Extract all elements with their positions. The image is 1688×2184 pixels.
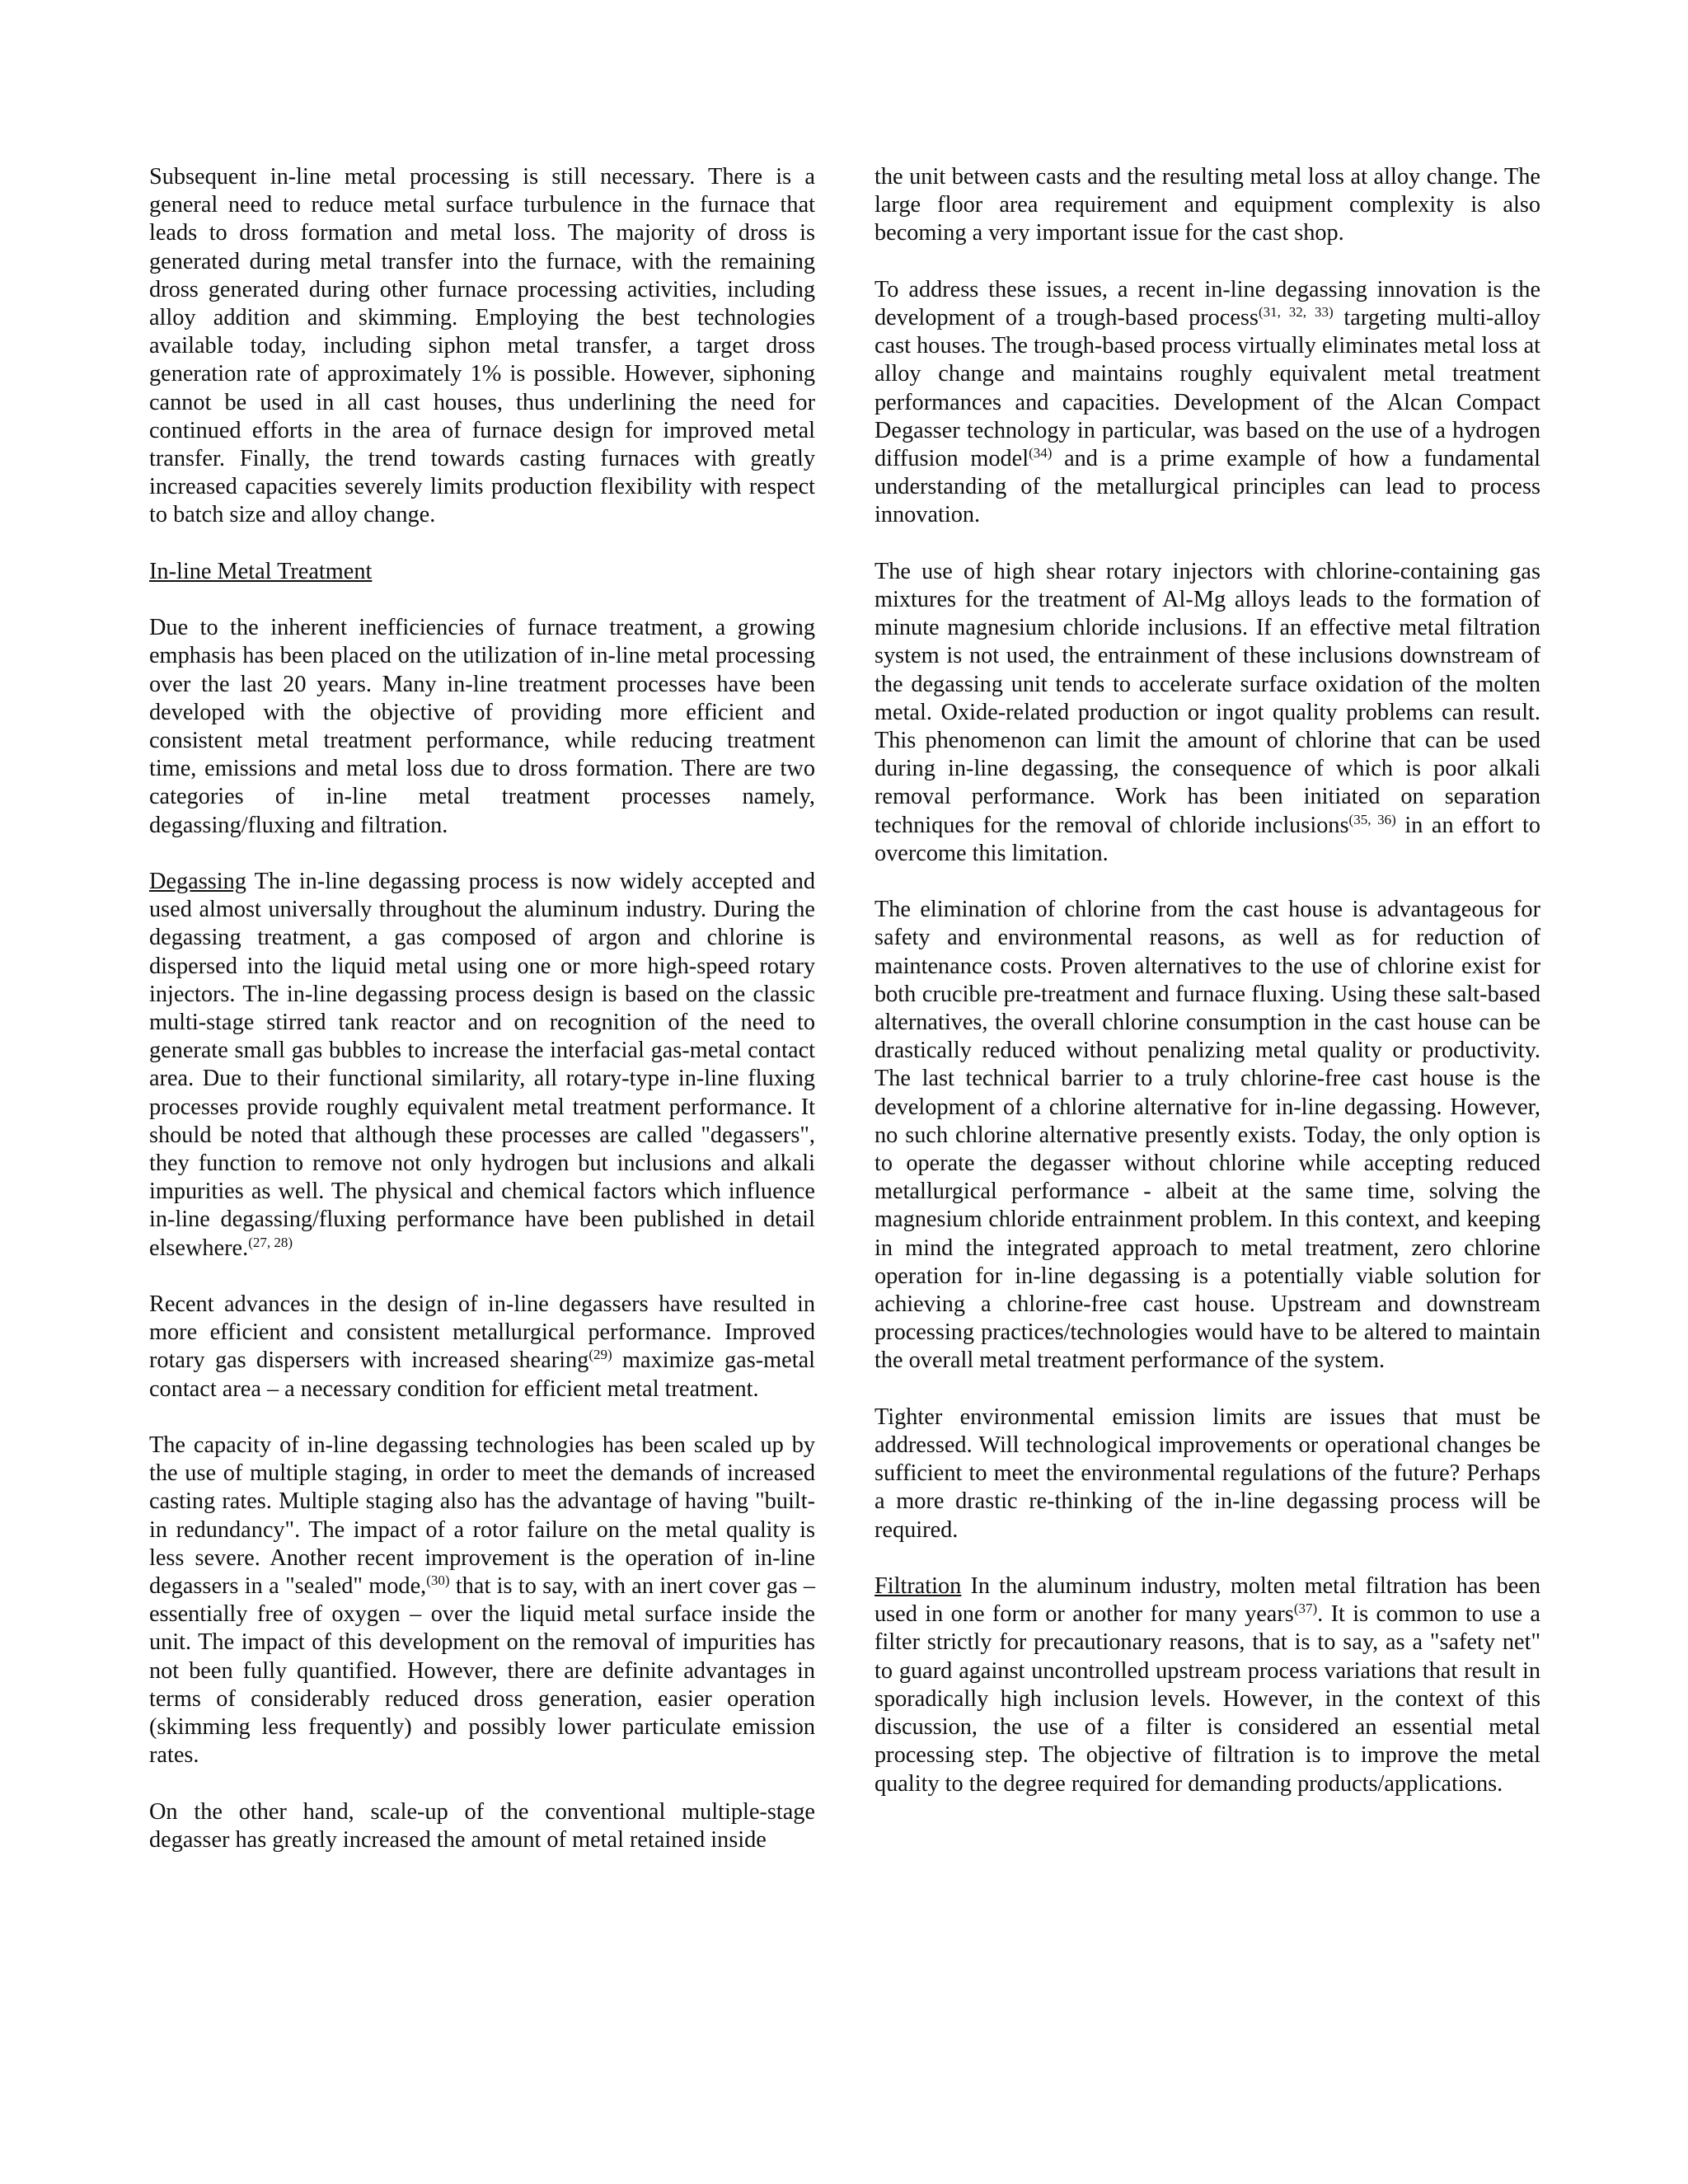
paragraph-recent-advances <box>149 1291 815 1404</box>
citation-ref: (35, 36) <box>1348 811 1396 827</box>
section-heading-inline-metal-treatment <box>149 558 815 586</box>
paragraph-degassing <box>149 868 815 1263</box>
paragraph-text: Recent advances in the design of in-line degassers have resulted in more efficient and consistent metallurgical performance. Improved rotary gas dispersers with increased shearing <box>149 1291 815 1374</box>
paragraph-emission-limits <box>874 1404 1540 1544</box>
paragraph-text: To address these issues, a recent in-line degassing innovation is the development of a trough-based process <box>874 276 1540 330</box>
paragraph-inline-treatment-intro <box>149 614 815 840</box>
paragraph-text: Tighter environmental emission limits are issues that must be addressed. Will technological improvements or operational changes be sufficient to meet the environmental regulations of the future? Perhaps a more drastic re-thinking of the in-line degassing process will be required. <box>874 1404 1540 1543</box>
paragraph-text: The in-line degassing process is now widely accepted and used almost universally throughout the aluminum industry. During the degassing treatment, a gas composed of argon and chlorine is dispersed into the liquid metal using one or more high-speed rotary injectors. The in-line degassing process design is based on the classic multi-stage stirred tank reactor and on recognition of the need to generate small gas bubbles to increase the interfacial gas-metal contact area. Due to their functional similarity, all rotary-type in-line fluxing processes provide roughly equivalent metal treatment performance. It should be noted that although these processes are called "degassers", they function to remove not only hydrogen but inclusions and alkali impurities as well. The physical and chemical factors which influence in-line degassing/fluxing performance have been published in detail elsewhere. <box>149 869 815 1261</box>
left-column <box>149 163 815 1882</box>
citation-ref: (37) <box>1293 1601 1318 1617</box>
paragraph-capacity <box>149 1432 815 1769</box>
paragraph-text: In the aluminum industry, molten metal filtration has been used in one form or another for many years <box>874 1573 1540 1628</box>
paragraph-text: and is a prime example of how a fundamental understanding of the metallurgical principles can lead to process innovation. <box>874 446 1540 528</box>
paragraph-text: the unit between casts and the resulting metal loss at alloy change. The large floor area requirement and equipment complexity is also becoming a very important issue for the cast shop. <box>874 164 1540 246</box>
degassing-subheading: Degassing <box>149 869 246 895</box>
right-column <box>874 163 1540 1826</box>
paragraph-metal-processing <box>149 163 815 530</box>
paragraph-scale-up <box>149 1798 815 1854</box>
heading-text: In-line Metal Treatment <box>149 558 373 584</box>
filtration-subheading: Filtration <box>874 1573 962 1600</box>
paragraph-text: . It is common to use a filter strictly for precautionary reasons, that is to say, as a "safety net" to guard against uncontrolled upstream process variations that result in sporadically high inclusion levels. However, in the context of this discussion, the use of a filter is considered an essential metal processing step. The objective of filtration is to improve the metal quality to the degree required for demanding products/applications. <box>874 1601 1540 1797</box>
paragraph-text: maximize gas-metal contact area – a necessary condition for efficient metal treatment. <box>149 1347 815 1402</box>
citation-ref: (31, 32, 33) <box>1258 304 1334 320</box>
paragraph-text: The capacity of in-line degassing technologies has been scaled up by the use of multiple staging, in order to meet the demands of increased casting rates. Multiple staging also has the advantage of having "built-in redundancy". The impact of a rotor failure on the metal quality is less severe. Another recent improvement is the operation of in-line degassers in a "sealed" mode, <box>149 1432 815 1600</box>
paragraph-trough-based-process <box>874 276 1540 530</box>
paragraph-text: targeting multi-alloy cast houses. The trough-based process virtually eliminates metal loss at alloy change and maintains roughly equivalent metal treatment performances and capacities. Development of the Alcan Compact Degasser technology in particular, was based on the use of a hydrogen diffusion model <box>874 305 1540 472</box>
paragraph-chlorine-elimination <box>874 896 1540 1375</box>
paragraph-text: The elimination of chlorine from the cast house is advantageous for safety and environmental reasons, as well as for reduction of maintenance costs. Proven alternatives to the use of chlorine exist for both crucible pre-treatment and furnace fluxing. Using these salt-based alternatives, the overall chlorine consumption in the cast house can be drastically reduced without penalizing metal quality or productivity. The last technical barrier to a truly chlorine-free cast house is the development of a chlorine alternative for in-line degassing. However, no such chlorine alternative presently exists. Today, the only option is to operate the degasser without chlorine while accepting reduced metallurgical performance - albeit at the same time, solving the magnesium chloride entrainment problem. In this context, and keeping in mind the integrated approach to metal treatment, zero chlorine operation for in-line degassing is a potentially viable solution for achieving a chlorine-free cast house. Upstream and downstream processing practices/technologies would have to be altered to maintain the overall metal treatment performance of the system. <box>874 897 1540 1374</box>
paragraph-filtration <box>874 1572 1540 1798</box>
paragraph-text: Subsequent in-line metal processing is still necessary. There is a general need to reduce metal surface turbulence in the furnace that leads to dross formation and metal loss. The majority of dross is generated during metal transfer into the furnace, with the remaining dross generated during other furnace processing activities, including alloy addition and skimming. Employing the best technologies available today, including siphon metal transfer, a target dross generation rate of approximately 1% is possible. However, siphoning cannot be used in all cast houses, thus underlining the need for continued efforts in the area of furnace design for improved metal transfer. Finally, the trend towards casting furnaces with greatly increased capacities severely limits production flexibility with respect to batch size and alloy change. <box>149 164 815 528</box>
paragraph-text: Due to the inherent inefficiencies of furnace treatment, a growing emphasis has been placed on the utilization of in-line metal processing over the last 20 years. Many in-line treatment processes have been developed with the objective of providing more efficient and consistent metal treatment performance, while reducing treatment time, emissions and metal loss due to dross formation. There are two categories of in-line metal treatment processes namely, degassing/fluxing and filtration. <box>149 615 815 838</box>
paragraph-text: On the other hand, scale-up of the conventional multiple-stage degasser has greatly increased the amount of metal retained inside <box>149 1798 815 1853</box>
paragraph-chloride-inclusions <box>874 558 1540 868</box>
citation-ref: (27, 28) <box>248 1234 293 1250</box>
paragraph-text: The use of high shear rotary injectors with chlorine-containing gas mixtures for the treatment of Al-Mg alloys leads to the formation of minute magnesium chloride inclusions. If an effective metal filtration system is not used, the entrainment of these inclusions downstream of the degassing unit tends to accelerate surface oxidation of the molten metal. Oxide-related production or ingot quality problems can result. This phenomenon can limit the amount of chlorine that can be used during in-line degassing, the consequence of which is poor alkali removal performance. Work has been initiated on separation techniques for the removal of chloride inclusions <box>874 558 1540 838</box>
citation-ref: (29) <box>588 1347 612 1363</box>
citation-ref: (34) <box>1029 445 1053 462</box>
paragraph-text: that is to say, with an inert cover gas – essentially free of oxygen – over the liquid metal surface inside the unit. The impact of this development on the removal of impurities has not been fully quantified. However, there are definite advantages in terms of considerably reduced dross generation, easier operation (skimming less frequently) and possibly lower particulate emission rates. <box>149 1573 816 1769</box>
paragraph-unit-between-casts <box>874 163 1540 248</box>
citation-ref: (30) <box>426 1572 450 1589</box>
paragraph-text: in an effort to overcome this limitation. <box>874 812 1540 866</box>
